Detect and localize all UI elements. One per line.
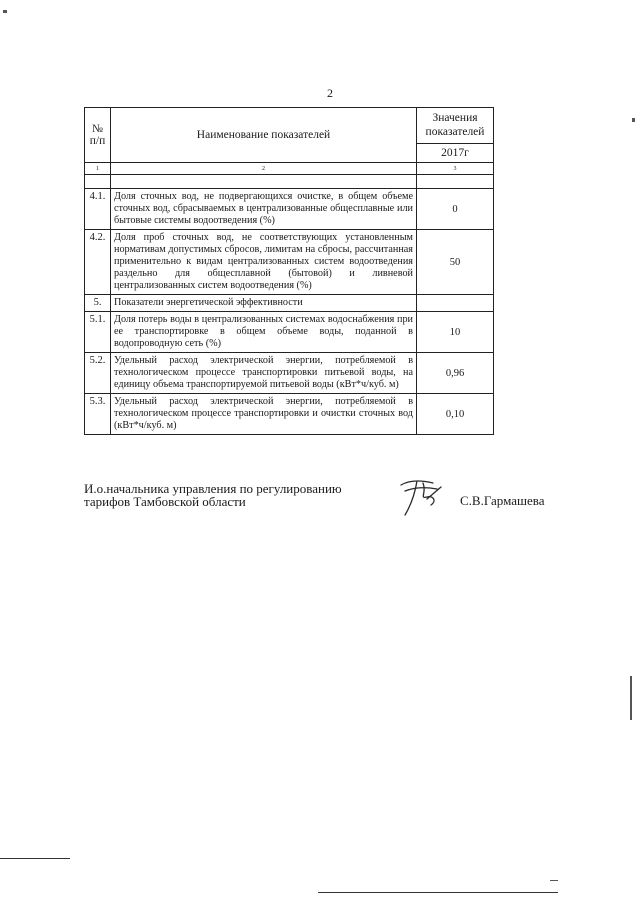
row-name: Удельный расход электрической энергии, потребляемой в технологическом процессе транспортировки и очистки сточных вод (кВт*ч/куб. м) xyxy=(111,394,417,435)
signatory-position-line: тарифов Тамбовской области xyxy=(84,494,246,509)
row-name: Показатели энергетической эффективности xyxy=(111,295,417,312)
table-row xyxy=(85,189,494,230)
signatory-name: С.В.Гармашева xyxy=(460,493,545,508)
column-index: 1 xyxy=(85,163,111,175)
row-num: 4.1. xyxy=(85,189,111,230)
row-value: 0,96 xyxy=(417,353,494,394)
row-num: 5.3. xyxy=(85,394,111,435)
scan-line xyxy=(318,892,558,893)
indicators-table xyxy=(84,107,494,435)
table-row xyxy=(85,230,494,295)
row-name: Доля проб сточных вод, не соответствующих установленным нормативам допустимых сбросов, лимитам на сбросы, рассчитанная применительно к видам централизованных систем водоотведения раздельно для общесплавной (бытовой) и ливневой централизованных систем водоотведения (%) xyxy=(111,230,417,295)
row-value: 0 xyxy=(417,189,494,230)
table-row xyxy=(85,295,494,312)
table-header-row xyxy=(85,108,494,144)
spacer-row xyxy=(85,175,494,189)
signatory-position xyxy=(84,482,342,508)
table-row xyxy=(85,353,494,394)
header-num: № п/п xyxy=(85,108,111,163)
row-value: 0,10 xyxy=(417,394,494,435)
row-num: 4.2. xyxy=(85,230,111,295)
header-values: Значения показателей xyxy=(417,108,494,144)
row-value: 10 xyxy=(417,312,494,353)
row-num: 5. xyxy=(85,295,111,312)
row-name: Доля потерь воды в централизованных системах водоснабжения при ее транспортировке в общем объеме воды, поданной в водопроводную сеть (%) xyxy=(111,312,417,353)
scan-mark xyxy=(550,880,558,881)
row-name: Удельный расход электрической энергии, потребляемой в технологическом процессе транспортировки питьевой воды, на единицу объема транспортируемой питьевой воды (кВт*ч/куб. м) xyxy=(111,353,417,394)
signatory-position-line: И.о.начальника управления по регулированию xyxy=(84,481,342,496)
scan-mark xyxy=(630,676,632,720)
table-row xyxy=(85,312,494,353)
handwritten-signature xyxy=(397,477,447,519)
row-num: 5.2. xyxy=(85,353,111,394)
table-row xyxy=(85,394,494,435)
row-num: 5.1. xyxy=(85,312,111,353)
column-index: 3 xyxy=(417,163,494,175)
scan-line xyxy=(0,858,70,859)
row-value: 50 xyxy=(417,230,494,295)
scan-mark xyxy=(632,118,635,122)
page-number: 2 xyxy=(327,86,333,100)
header-year: 2017г xyxy=(417,143,494,162)
column-index: 2 xyxy=(111,163,417,175)
row-name: Доля сточных вод, не подвергающихся очистке, в общем объеме сточных вод, сбрасываемых в централизованные общесплавные или бытовые системы водоотведения (%) xyxy=(111,189,417,230)
row-value xyxy=(417,295,494,312)
column-index-row xyxy=(85,163,494,175)
header-name: Наименование показателей xyxy=(111,108,417,163)
scan-mark xyxy=(3,10,7,13)
